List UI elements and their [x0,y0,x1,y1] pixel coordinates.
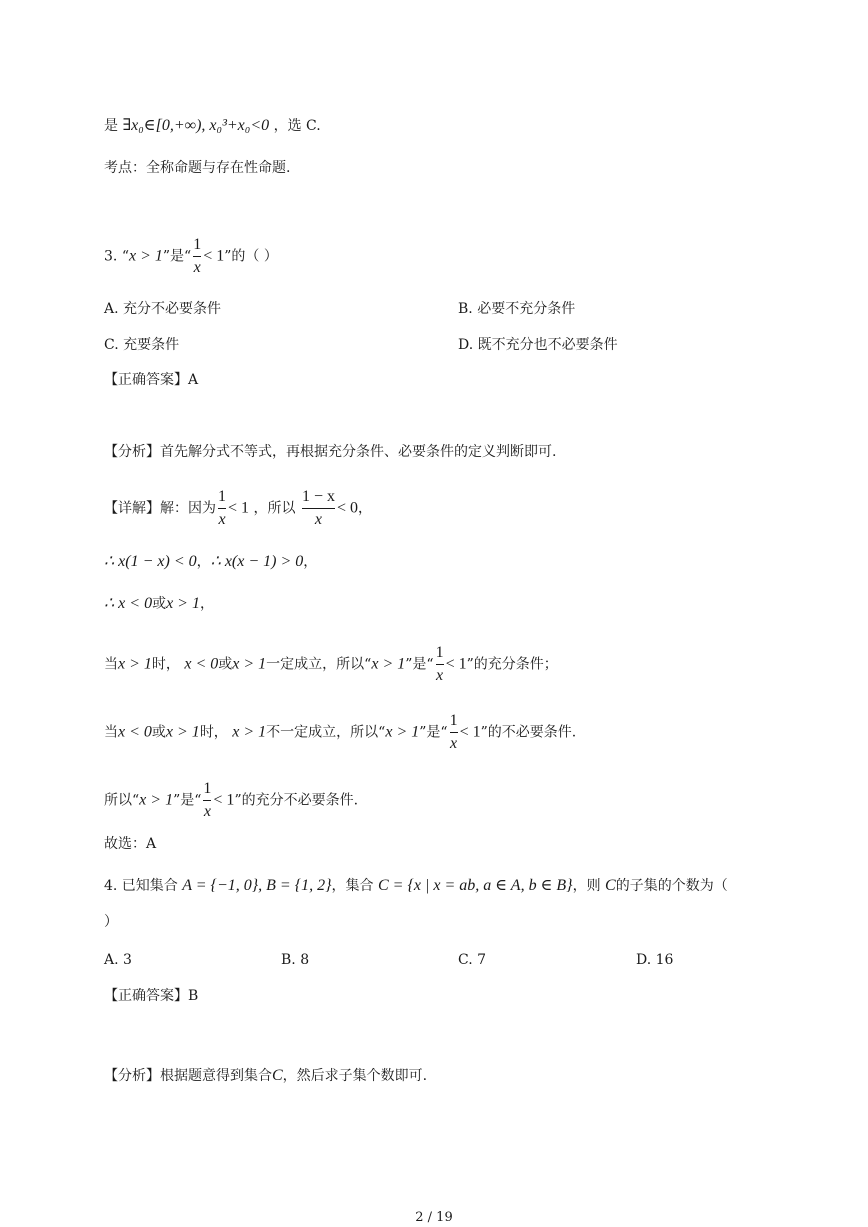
q4-number: 4. 已知集合 [104,878,178,894]
q3-quote: “ [121,248,129,265]
q4-c: C [605,877,616,894]
l1-x-lt-0: x < 0 [184,655,219,673]
q3-frac-num: 1 [193,236,202,253]
q3-frac-rel: < 1 [203,247,225,265]
l2-x-gt-1c: x > 1 [385,723,420,741]
q3-detail-frac2 [302,488,335,529]
l1e: ”是“ [405,656,434,673]
q3-reason-3 [104,780,358,821]
step1a: ∴ x(1 − x) < 0 [104,553,197,570]
q2-conclusion-line [104,116,321,136]
q4-set-c: C = {x | x = ab, a ∈ A, b ∈ B} [377,877,573,894]
q3-step1 [104,552,317,572]
l1c: 或 [218,656,233,673]
l3-frac-num: 1 [203,780,212,797]
q2-suffix: ，选 C. [273,118,321,134]
q2-expression: ∃x₀∈[0,+∞), x₀³+x₀<0 [122,117,270,134]
frac-num: 1 [218,488,226,505]
q3-option-c: C. 充要条件 [104,337,180,353]
l2-x-lt-0: x < 0 [118,723,152,741]
step2or: 或 [152,596,167,612]
l2-frac [450,712,458,753]
q4-analysis [104,1066,427,1086]
frac2-bar [302,508,335,509]
q4-set-ab: A = {−1, 0}, B = {1, 2} [182,877,332,894]
l1-x-gt-1c: x > 1 [371,655,406,673]
l1-x-gt-1b: x > 1 [232,655,267,673]
q3-option-b: B. 必要不充分条件 [458,301,576,317]
l1-frac [436,644,444,685]
q4-option-a: A. 3 [104,952,132,968]
q3-reason-2 [104,712,576,753]
q2-prefix: 是 [104,118,118,134]
q4-mid: ，集合 [331,878,374,894]
frac2-num: 1 − x [301,488,335,505]
q4-tail2: 的子集的个数为（ [615,878,728,894]
frac-den: x [218,511,226,528]
l1-frac-bar [436,664,444,665]
q4-tail: ，则 [572,878,601,894]
l3-frac-den: x [203,803,211,820]
l1-frac-rel: < 1 [445,655,467,673]
q3-number: 3. [104,248,118,265]
q3-detail-wei: 为 [202,500,216,517]
frac-rel: < 1 [228,499,250,517]
l1-frac-num: 1 [435,644,444,661]
q3-fraction [193,236,201,277]
step2a: ∴ x < 0 [104,595,153,612]
q4-answer: 【正确答案】B [104,988,199,1004]
page-number: 2 / 19 [415,1210,453,1225]
q3-step2 [104,594,214,614]
l2-frac-bar [450,732,458,733]
q3-option-d: D. 既不充分也不必要条件 [458,337,618,353]
q3-tail: ”的（ ） [224,248,278,265]
q3-stem [104,236,278,277]
l3-x-gt-1: x > 1 [139,791,174,809]
l3b: ”是“ [173,792,202,809]
step1sep: ， [196,554,211,570]
l2a: 当 [104,724,118,741]
q3-cond1: x > 1 [128,247,163,265]
q3-conclusion: 故选：A [104,836,157,852]
l1-x-gt-1: x > 1 [118,655,152,673]
q3-detail-end: ， [358,500,372,517]
q3-frac-bar [193,256,201,257]
q3-detail-prefix: 【详解】解：因 [104,500,202,517]
q3-detail-line [104,488,372,529]
q4-analysis-c: C [272,1067,283,1084]
step1b: ∴ x(x − 1) > 0 [210,553,304,570]
q3-analysis: 【分析】首先解分式不等式，再根据充分条件、必要条件的定义判断即可. [104,444,557,460]
q3-option-a: A. 充分不必要条件 [104,301,222,317]
q3-answer: 【正确答案】A [104,372,199,388]
l2f: ”的不必要条件. [480,724,577,741]
l2e: ”是“ [419,724,448,741]
l2d: 不一定成立，所以“ [266,724,386,741]
step2b: x > 1 [166,595,200,612]
l2-frac-rel: < 1 [459,723,481,741]
q3-detail-mid: ，所以 [253,500,296,517]
q3-frac-den: x [193,259,201,276]
l3-frac [203,780,211,821]
frac-bar [218,508,226,509]
frac2-den: x [314,511,322,528]
q4-option-d: D. 16 [636,952,674,968]
l1b: 时， [151,656,180,673]
l3a: 所以“ [104,792,140,809]
l1f: ”的充分条件； [466,656,558,673]
q4-analysis-a: 【分析】根据题意得到集合 [104,1068,272,1084]
l1-frac-den: x [436,667,444,684]
l2c: 时， [199,724,228,741]
l3-frac-rel: < 1 [213,791,235,809]
q4-option-b: B. 8 [281,952,310,968]
l2-x-gt-1b: x > 1 [232,723,267,741]
q3-reason-1 [104,644,558,685]
q4-close: ） [104,914,118,930]
l1a: 当 [104,656,118,673]
frac2-rel: < 0 [336,499,358,517]
q4-analysis-b: ，然后求子集个数即可. [282,1068,428,1084]
l2b: 或 [151,724,166,741]
l2-frac-den: x [450,735,458,752]
q4-option-c: C. 7 [458,952,487,968]
q4-stem [104,876,728,896]
step2end: ， [199,596,214,612]
l1d: 一定成立，所以“ [266,656,372,673]
l2-frac-num: 1 [449,712,458,729]
q3-mid: ”是“ [162,248,192,265]
l3-frac-bar [203,800,211,801]
q3-detail-frac1 [218,488,226,529]
l2-x-gt-1: x > 1 [165,723,200,741]
q2-kaodian: 考点：全称命题与存在性命题. [104,160,291,176]
step1end: ， [303,554,318,570]
l3c: ”的充分不必要条件. [234,792,359,809]
